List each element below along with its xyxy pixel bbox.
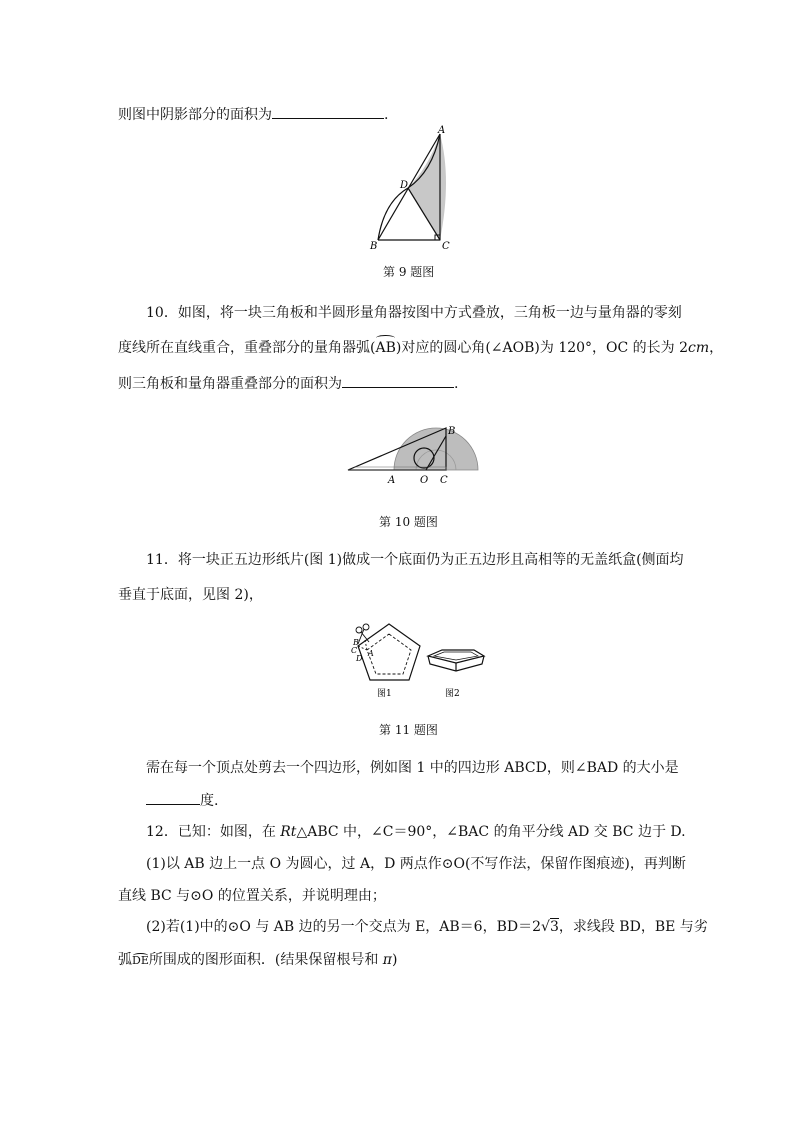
q10-label-o: O: [420, 475, 429, 486]
q9-label-a: A: [438, 125, 446, 136]
q10-label-b: B: [448, 426, 456, 437]
q9-figure: [360, 124, 460, 254]
q12-line4: [146, 917, 708, 937]
q9-prompt: 则图中阴影部分的面积为: [118, 107, 272, 123]
q12-arc-de-text: DE: [132, 954, 149, 967]
q12-line3: 直线 BC 与⊙O 的位置关系，并说明理由；: [118, 888, 386, 904]
q10-unit: cm: [688, 340, 710, 356]
q11-line2: 垂直于底面，见图 2)，: [118, 587, 263, 603]
q10-line2-a: 度线所在直线重合，重叠部分的量角器弧(: [118, 340, 376, 356]
q11-label-d: D: [356, 654, 363, 663]
q9-label-d: D: [400, 180, 409, 191]
q11-answer-blank: [146, 790, 200, 805]
q10-arc-ab-text: AB: [375, 340, 396, 356]
q10-line2-b: )对应的圆心角(∠AOB)为 120°，OC 的长为 2: [395, 340, 689, 356]
q11-label-c: C: [351, 646, 358, 655]
q11-line4: [146, 790, 218, 811]
q10-line2-end: ，: [709, 340, 724, 356]
q9-text: [118, 104, 388, 125]
q12-sqrt-radicand: 3: [549, 919, 559, 935]
q12-line5-b: 所围成的图形面积．(结果保留根号和: [148, 952, 383, 968]
q9-label-c: C: [442, 241, 450, 252]
q12-line4-a: (2)若(1)中的⊙O 与 AB 边的另一个交点为 E，AB＝6，BD＝2: [146, 919, 542, 935]
q10-figure: [344, 418, 490, 488]
q12-line5-a: 弧: [118, 952, 132, 968]
q9-label-b: B: [370, 241, 378, 252]
q10-period: .: [454, 376, 459, 392]
sqrt-sign-icon: √: [541, 919, 550, 935]
q12-arc-de: [132, 951, 149, 971]
q10-line3: [118, 373, 458, 394]
q11-label-b: B: [353, 638, 359, 647]
q10-caption: 第 10 题图: [379, 515, 438, 529]
q11-caption: 第 11 题图: [379, 723, 438, 737]
q11-label-a: A: [368, 649, 374, 658]
q9-period: .: [384, 107, 389, 123]
q12-line1: [146, 822, 686, 842]
q12-line1-b: △ABC 中，∠C＝90°，∠BAC 的角平分线 AD 交 BC 边于 D.: [296, 824, 686, 840]
q10-protractor: [394, 428, 478, 470]
q11-figures: [344, 618, 494, 700]
q11-fig1-label: 图1: [377, 689, 392, 699]
q10-prompt: 则三角板和量角器重叠部分的面积为: [118, 376, 342, 392]
q10-line2: [118, 338, 723, 358]
q10-label-c: C: [440, 475, 448, 486]
q12-line5: [118, 950, 397, 971]
q12-line5-c: ): [391, 952, 398, 968]
q12-line4-b: ，求线段 BD，BE 与劣: [558, 919, 708, 935]
q10-label-a: A: [388, 475, 396, 486]
q11-line1: 11．将一块正五边形纸片(图 1)做成一个底面仍为正五边形且高相等的无盖纸盒(侧面均: [146, 552, 684, 568]
q9-caption: 第 9 题图: [383, 265, 435, 279]
q10-line1: 10．如图，将一块三角板和半圆形量角器按图中方式叠放，三角板一边与量角器的零刻: [146, 305, 682, 321]
q10-answer-blank: [342, 373, 454, 388]
q12-pi: π: [382, 952, 392, 968]
q11-fig2-label: 图2: [445, 689, 460, 699]
q11-line3: 需在每一个顶点处剪去一个四边形，例如图 1 中的四边形 ABCD，则∠BAD 的大小是: [146, 760, 679, 776]
q11-unit-degree: 度.: [200, 793, 219, 809]
q9-answer-blank: [272, 104, 384, 119]
q10-arc-ab: [375, 338, 395, 358]
q12-rt: Rt: [280, 824, 297, 840]
q12-line1-a: 12．已知：如图，在: [146, 824, 281, 840]
q12-line2: (1)以 AB 边上一点 O 为圆心，过 A，D 两点作⊙O(不写作法，保留作图痕迹)，再判断: [146, 856, 686, 872]
